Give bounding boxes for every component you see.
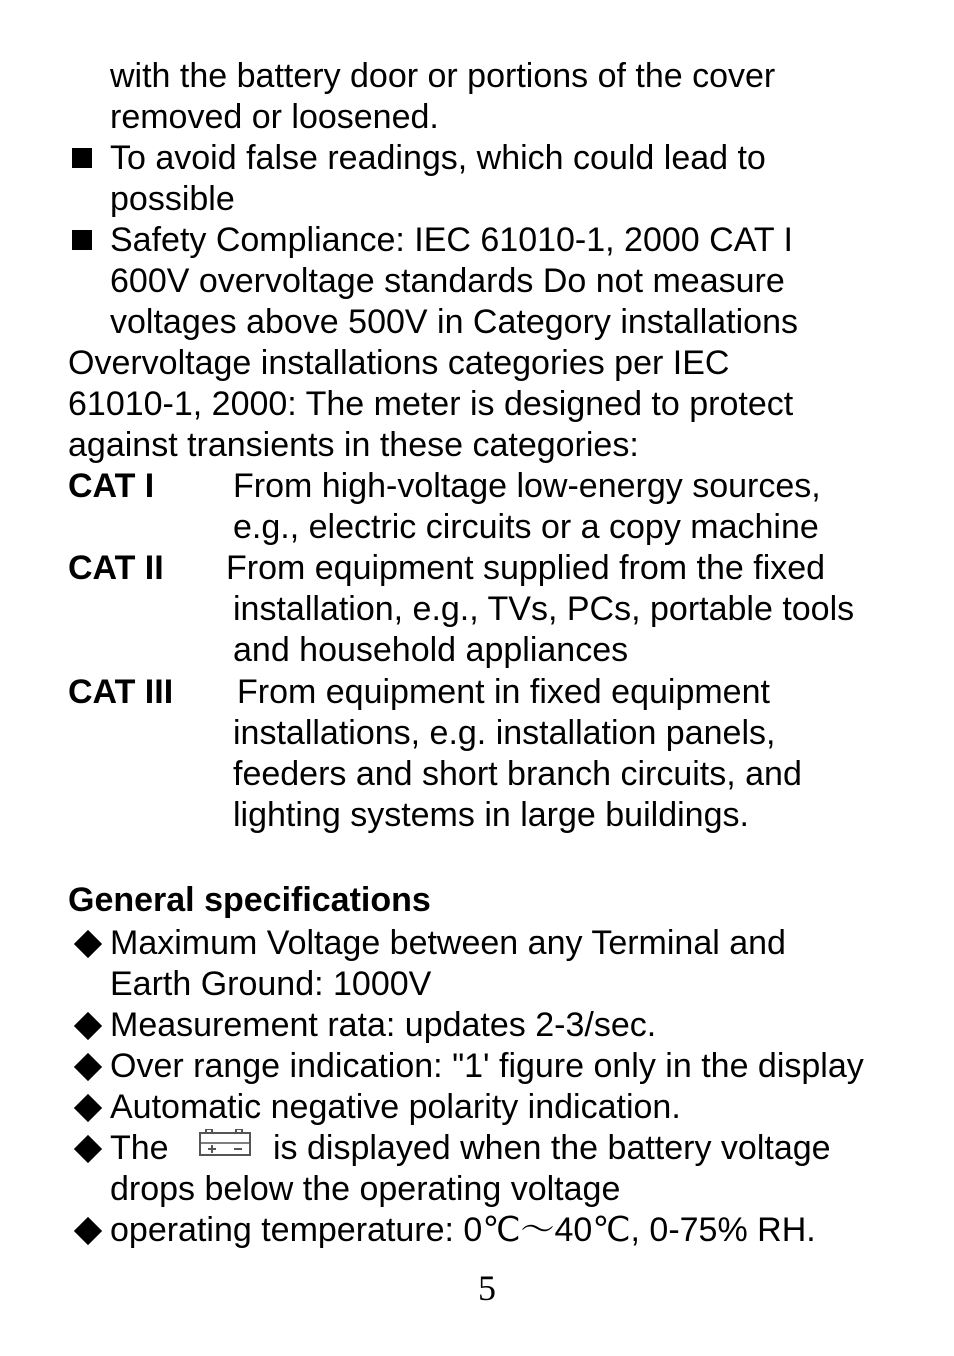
category-label: CAT I [68,467,155,505]
category-text: installations, e.g. installation panels, [233,714,776,752]
category-text: e.g., electric circuits or a copy machine [233,508,819,546]
category-label: CAT III [68,673,174,711]
category-text: and household appliances [233,631,629,669]
square-bullet-icon [72,148,92,168]
spec-line: Over range indication: "1' figure only in the display [110,1047,864,1085]
bullet-line: To avoid false readings, which could lead to [110,139,766,177]
diamond-bullet-icon [74,1053,102,1081]
spec-line: Maximum Voltage between any Terminal and [110,924,786,962]
category-text: From equipment in fixed equipment [237,673,770,711]
square-bullet-icon [72,230,92,250]
battery-icon [198,1129,252,1159]
category-text: From high-voltage low-energy sources, [233,467,821,505]
category-text: feeders and short branch circuits, and [233,755,802,793]
paragraph-line: 61010-1, 2000: The meter is designed to protect [68,385,794,423]
bullet-line: 600V overvoltage standards Do not measure [110,262,785,300]
intro-line-1: with the battery door or portions of the cover [110,57,776,95]
bullet-line: Safety Compliance: IEC 61010-1, 2000 CAT I [110,221,793,259]
spec-line: Measurement rata: updates 2-3/sec. [110,1006,657,1044]
spec-line: Earth Ground: 1000V [110,965,432,1003]
spec-line: The [110,1129,169,1167]
bullet-line: voltages above 500V in Category installations [110,303,798,341]
spec-line: drops below the operating voltage [110,1170,621,1208]
diamond-bullet-icon [74,1012,102,1040]
category-text: From equipment supplied from the fixed [226,549,826,587]
category-text: installation, e.g., TVs, PCs, portable tools [233,590,855,628]
diamond-bullet-icon [74,1094,102,1122]
spec-line: operating temperature: 0℃～40℃, 0-75% RH. [110,1211,816,1249]
spec-line: Automatic negative polarity indication. [110,1088,681,1126]
intro-line-2: removed or loosened. [110,98,439,136]
category-label: CAT II [68,549,164,587]
section-heading: General specifications [68,881,431,919]
category-text: lighting systems in large buildings. [233,796,749,834]
page-number: 5 [478,1268,496,1308]
spec-line: is displayed when the battery voltage [273,1129,831,1167]
diamond-bullet-icon [74,1135,102,1163]
diamond-bullet-icon [74,930,102,958]
diamond-bullet-icon [74,1217,102,1245]
paragraph-line: against transients in these categories: [68,426,639,464]
paragraph-line: Overvoltage installations categories per IEC [68,344,730,382]
bullet-line: possible [110,180,235,218]
